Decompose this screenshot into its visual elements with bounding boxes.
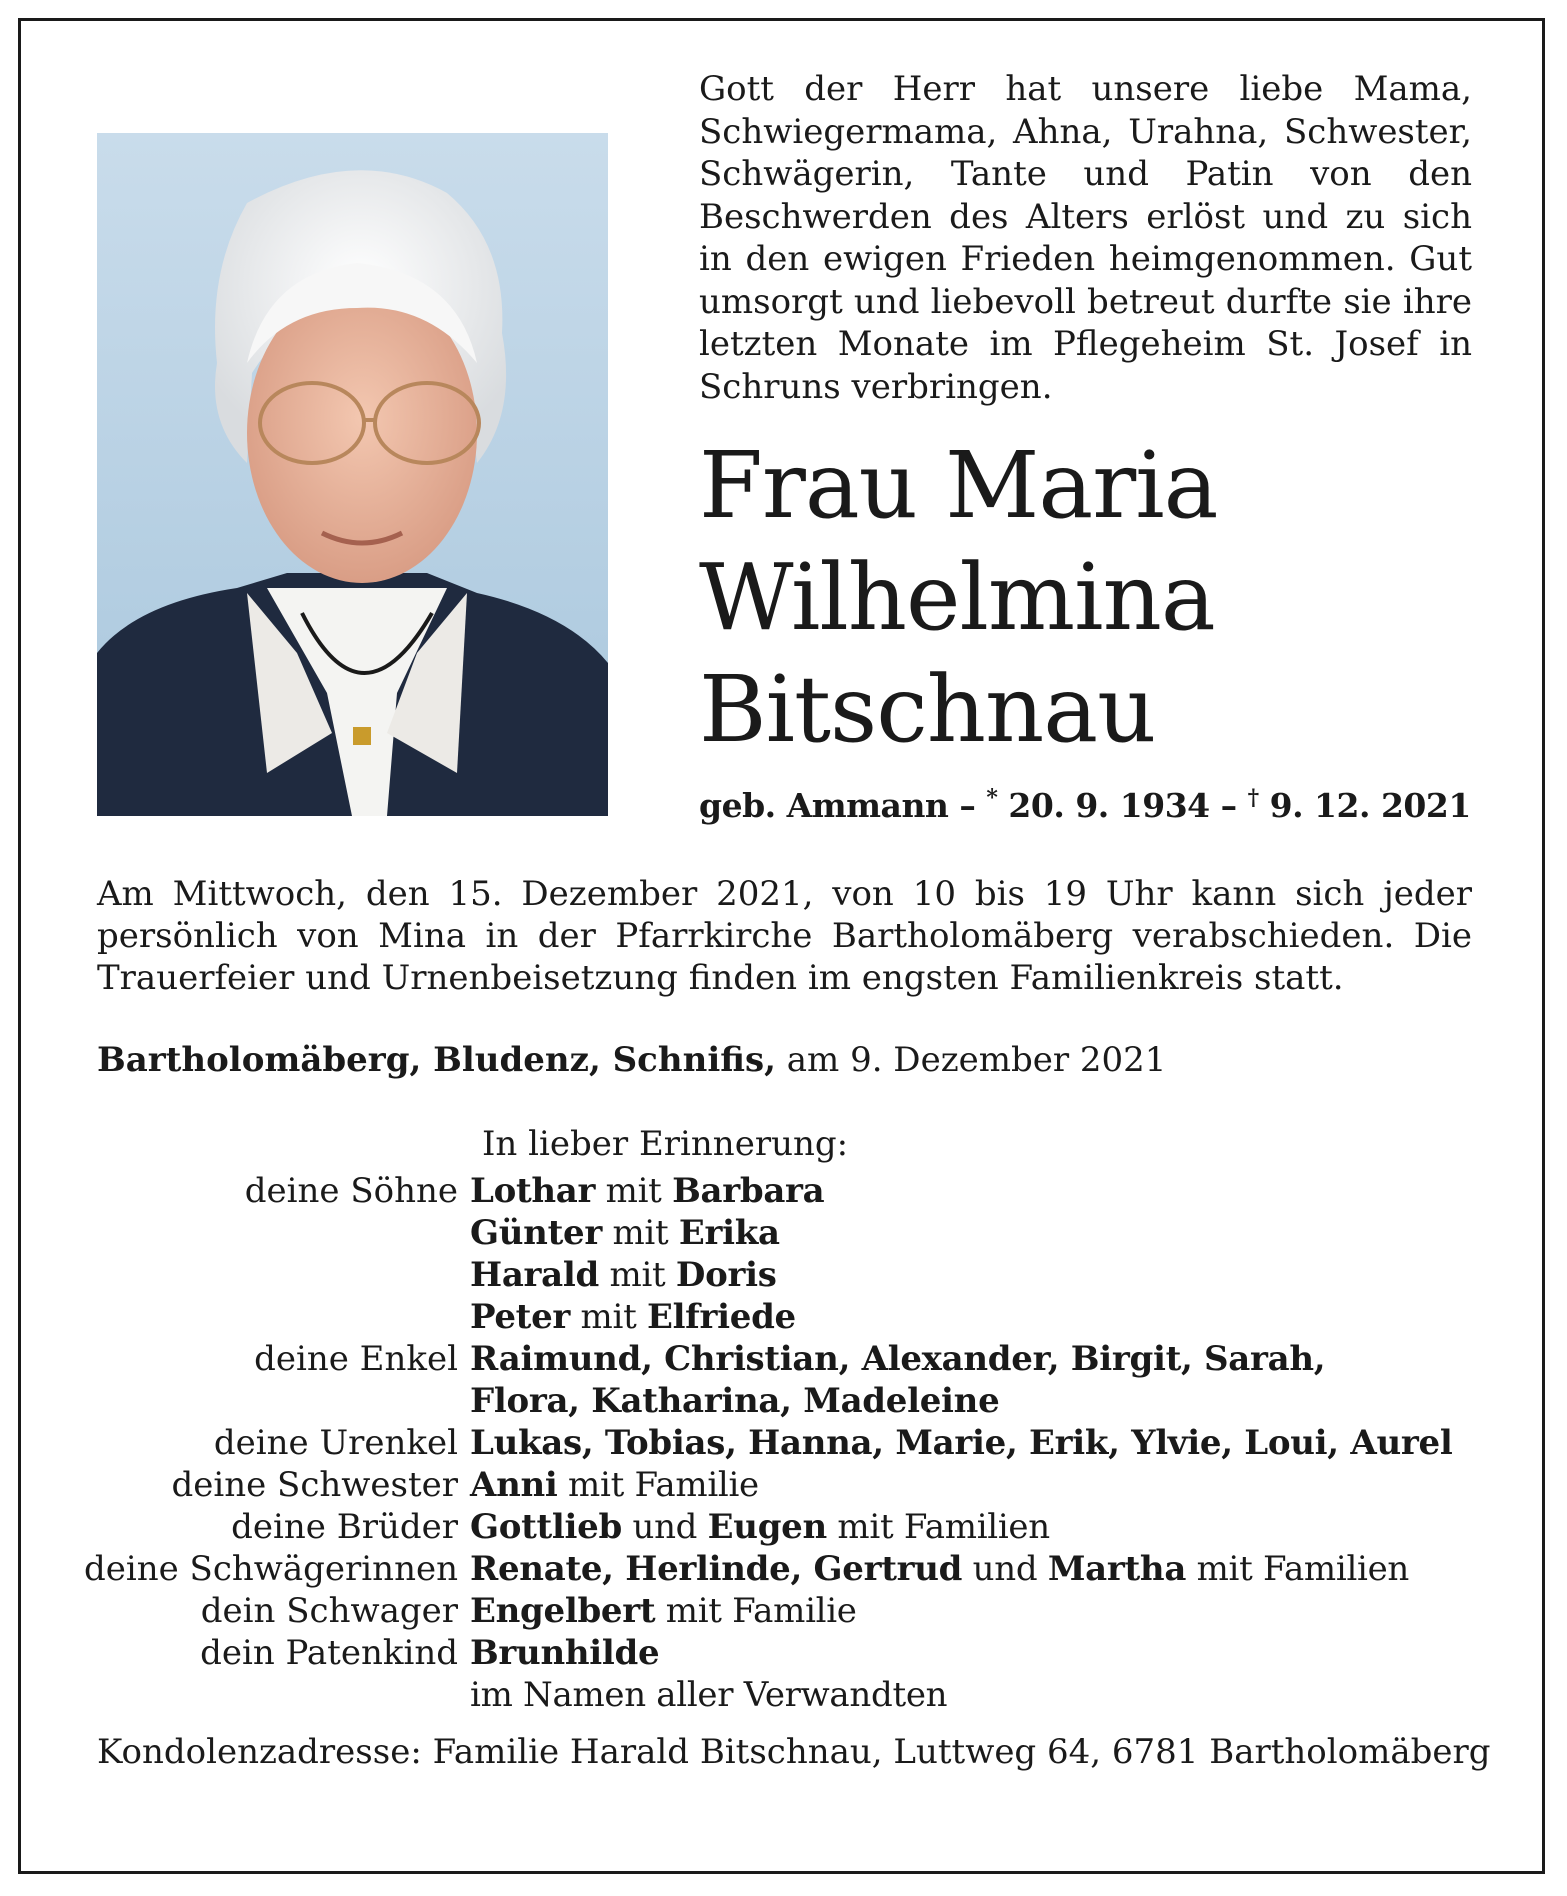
relation-label xyxy=(60,1380,470,1422)
relation-label xyxy=(60,1296,470,1338)
condolence-address: Kondolenzadresse: Familie Harald Bitschnau, Luttweg 64, 6781 Bartholomäberg xyxy=(97,1732,1491,1772)
family-row xyxy=(60,1548,1520,1590)
relation-label: deine Enkel xyxy=(254,1339,458,1379)
relation-label: deine Schwester xyxy=(171,1465,458,1505)
connector-text: mit Familie xyxy=(557,1465,759,1505)
portrait-photo xyxy=(97,133,608,816)
relation-label: deine Urenkel xyxy=(213,1423,458,1463)
relation-label xyxy=(60,1254,470,1296)
relative-name: Lothar xyxy=(470,1171,596,1211)
family-row xyxy=(60,1632,1520,1674)
relative-names xyxy=(470,1170,824,1212)
farewell-info: Am Mittwoch, den 15. Dezember 2021, von 10 bis 19 Uhr kann sich jeder persönlich von Mina in der Pfarrkirche Bartholomäberg verabschieden. Die Trauerfeier und Urnenbeisetzung finden im engsten Familienkreis statt. xyxy=(97,874,1472,998)
relative-name: Renate, Herlinde, Gertrud xyxy=(470,1549,963,1589)
relative-names xyxy=(470,1674,947,1716)
relative-name: Raimund, Christian, Alexander, Birgit, Sarah, xyxy=(470,1339,1326,1379)
connector-text: mit Familien xyxy=(1186,1549,1410,1589)
relative-name: Martha xyxy=(1047,1549,1187,1589)
birth-date: 20. 9. 1934 xyxy=(997,786,1210,825)
relative-name: Harald xyxy=(470,1255,599,1295)
place-and-date xyxy=(97,1040,1166,1080)
name-line-1: Frau Maria xyxy=(699,432,1218,539)
relative-name: Barbara xyxy=(672,1171,825,1211)
family-row xyxy=(60,1506,1520,1548)
portrait-illustration xyxy=(97,133,608,816)
death-date: 9. 12. 2021 xyxy=(1258,786,1471,825)
relative-name: Erika xyxy=(678,1213,780,1253)
relative-name: Lukas, Tobias, Hanna, Marie, Erik, Ylvie, Loui, Aurel xyxy=(470,1423,1453,1463)
connector-text: mit xyxy=(601,1213,679,1253)
deceased-name xyxy=(699,430,1499,766)
relative-name: Günter xyxy=(470,1213,602,1253)
relative-names xyxy=(470,1296,796,1338)
family-row xyxy=(60,1212,1520,1254)
relative-name: Engelbert xyxy=(470,1591,656,1631)
relation-label: deine Schwägerinnen xyxy=(83,1549,458,1589)
connector-text: mit xyxy=(570,1297,647,1337)
birth-star-icon: * xyxy=(986,785,998,811)
relative-name: Flora, Katharina, Madeleine xyxy=(470,1381,1000,1421)
relative-name: Doris xyxy=(675,1255,777,1295)
relative-names xyxy=(470,1254,777,1296)
connector-text: und xyxy=(962,1549,1048,1589)
notice-date: am 9. Dezember 2021 xyxy=(775,1040,1167,1080)
relation-label: dein Patenkind xyxy=(200,1633,458,1673)
relative-name: Eugen xyxy=(707,1507,827,1547)
relative-names xyxy=(470,1632,659,1674)
family-row xyxy=(60,1296,1520,1338)
relation-label xyxy=(60,1212,470,1254)
relation-label: deine Söhne xyxy=(244,1171,458,1211)
relative-name: Peter xyxy=(470,1297,571,1337)
relative-names xyxy=(470,1590,857,1632)
family-row xyxy=(60,1254,1520,1296)
connector-text: und xyxy=(621,1507,708,1547)
relative-name: Gottlieb xyxy=(470,1507,622,1547)
name-line-3: Bitschnau xyxy=(699,656,1156,763)
dash-separator: – xyxy=(948,786,987,825)
family-row xyxy=(60,1674,1520,1716)
family-row xyxy=(60,1422,1520,1464)
family-row xyxy=(60,1170,1520,1212)
life-dates xyxy=(699,785,1471,825)
family-row xyxy=(60,1464,1520,1506)
relative-names xyxy=(470,1548,1409,1590)
memory-heading: In lieber Erinnerung: xyxy=(482,1124,849,1164)
dash-separator: – xyxy=(1209,786,1248,825)
intro-text: Gott der Herr hat unsere liebe Mama, Schwiegermama, Ahna, Urahna, Schwester, Schwägerin, Tante und Patin von den Beschwerden des Alters erlöst und zu sich in den ewigen Frieden heimgenommen. Gut umsorgt und liebevoll betreut durfte sie ihre letzten Monate im Pflegeheim St. Josef in Schruns verbringen. xyxy=(699,69,1472,407)
relative-names xyxy=(470,1338,1325,1380)
relative-name: Anni xyxy=(470,1465,558,1505)
relative-names xyxy=(470,1212,780,1254)
connector-text: im Namen aller Verwandten xyxy=(470,1675,948,1715)
death-cross-icon: † xyxy=(1247,785,1259,811)
relation-label: dein Schwager xyxy=(200,1591,458,1631)
family-list xyxy=(60,1170,1520,1716)
relative-names xyxy=(470,1506,1050,1548)
connector-text: mit xyxy=(595,1171,673,1211)
name-line-2: Wilhelmina xyxy=(699,544,1215,651)
connector-text: mit xyxy=(599,1255,676,1295)
relative-names xyxy=(470,1380,999,1422)
relative-names xyxy=(470,1464,759,1506)
relation-label: deine Brüder xyxy=(231,1507,458,1547)
relative-name: Elfriede xyxy=(646,1297,796,1337)
family-row xyxy=(60,1590,1520,1632)
relation-label xyxy=(60,1674,470,1716)
relative-name: Brunhilde xyxy=(470,1633,660,1673)
connector-text: mit Familien xyxy=(826,1507,1050,1547)
place-towns: Bartholomäberg, Bludenz, Schnifis, xyxy=(97,1040,776,1080)
connector-text: mit Familie xyxy=(655,1591,857,1631)
relative-names xyxy=(470,1422,1452,1464)
family-row xyxy=(60,1338,1520,1380)
family-row xyxy=(60,1380,1520,1422)
birth-name: geb. Ammann xyxy=(699,786,949,825)
